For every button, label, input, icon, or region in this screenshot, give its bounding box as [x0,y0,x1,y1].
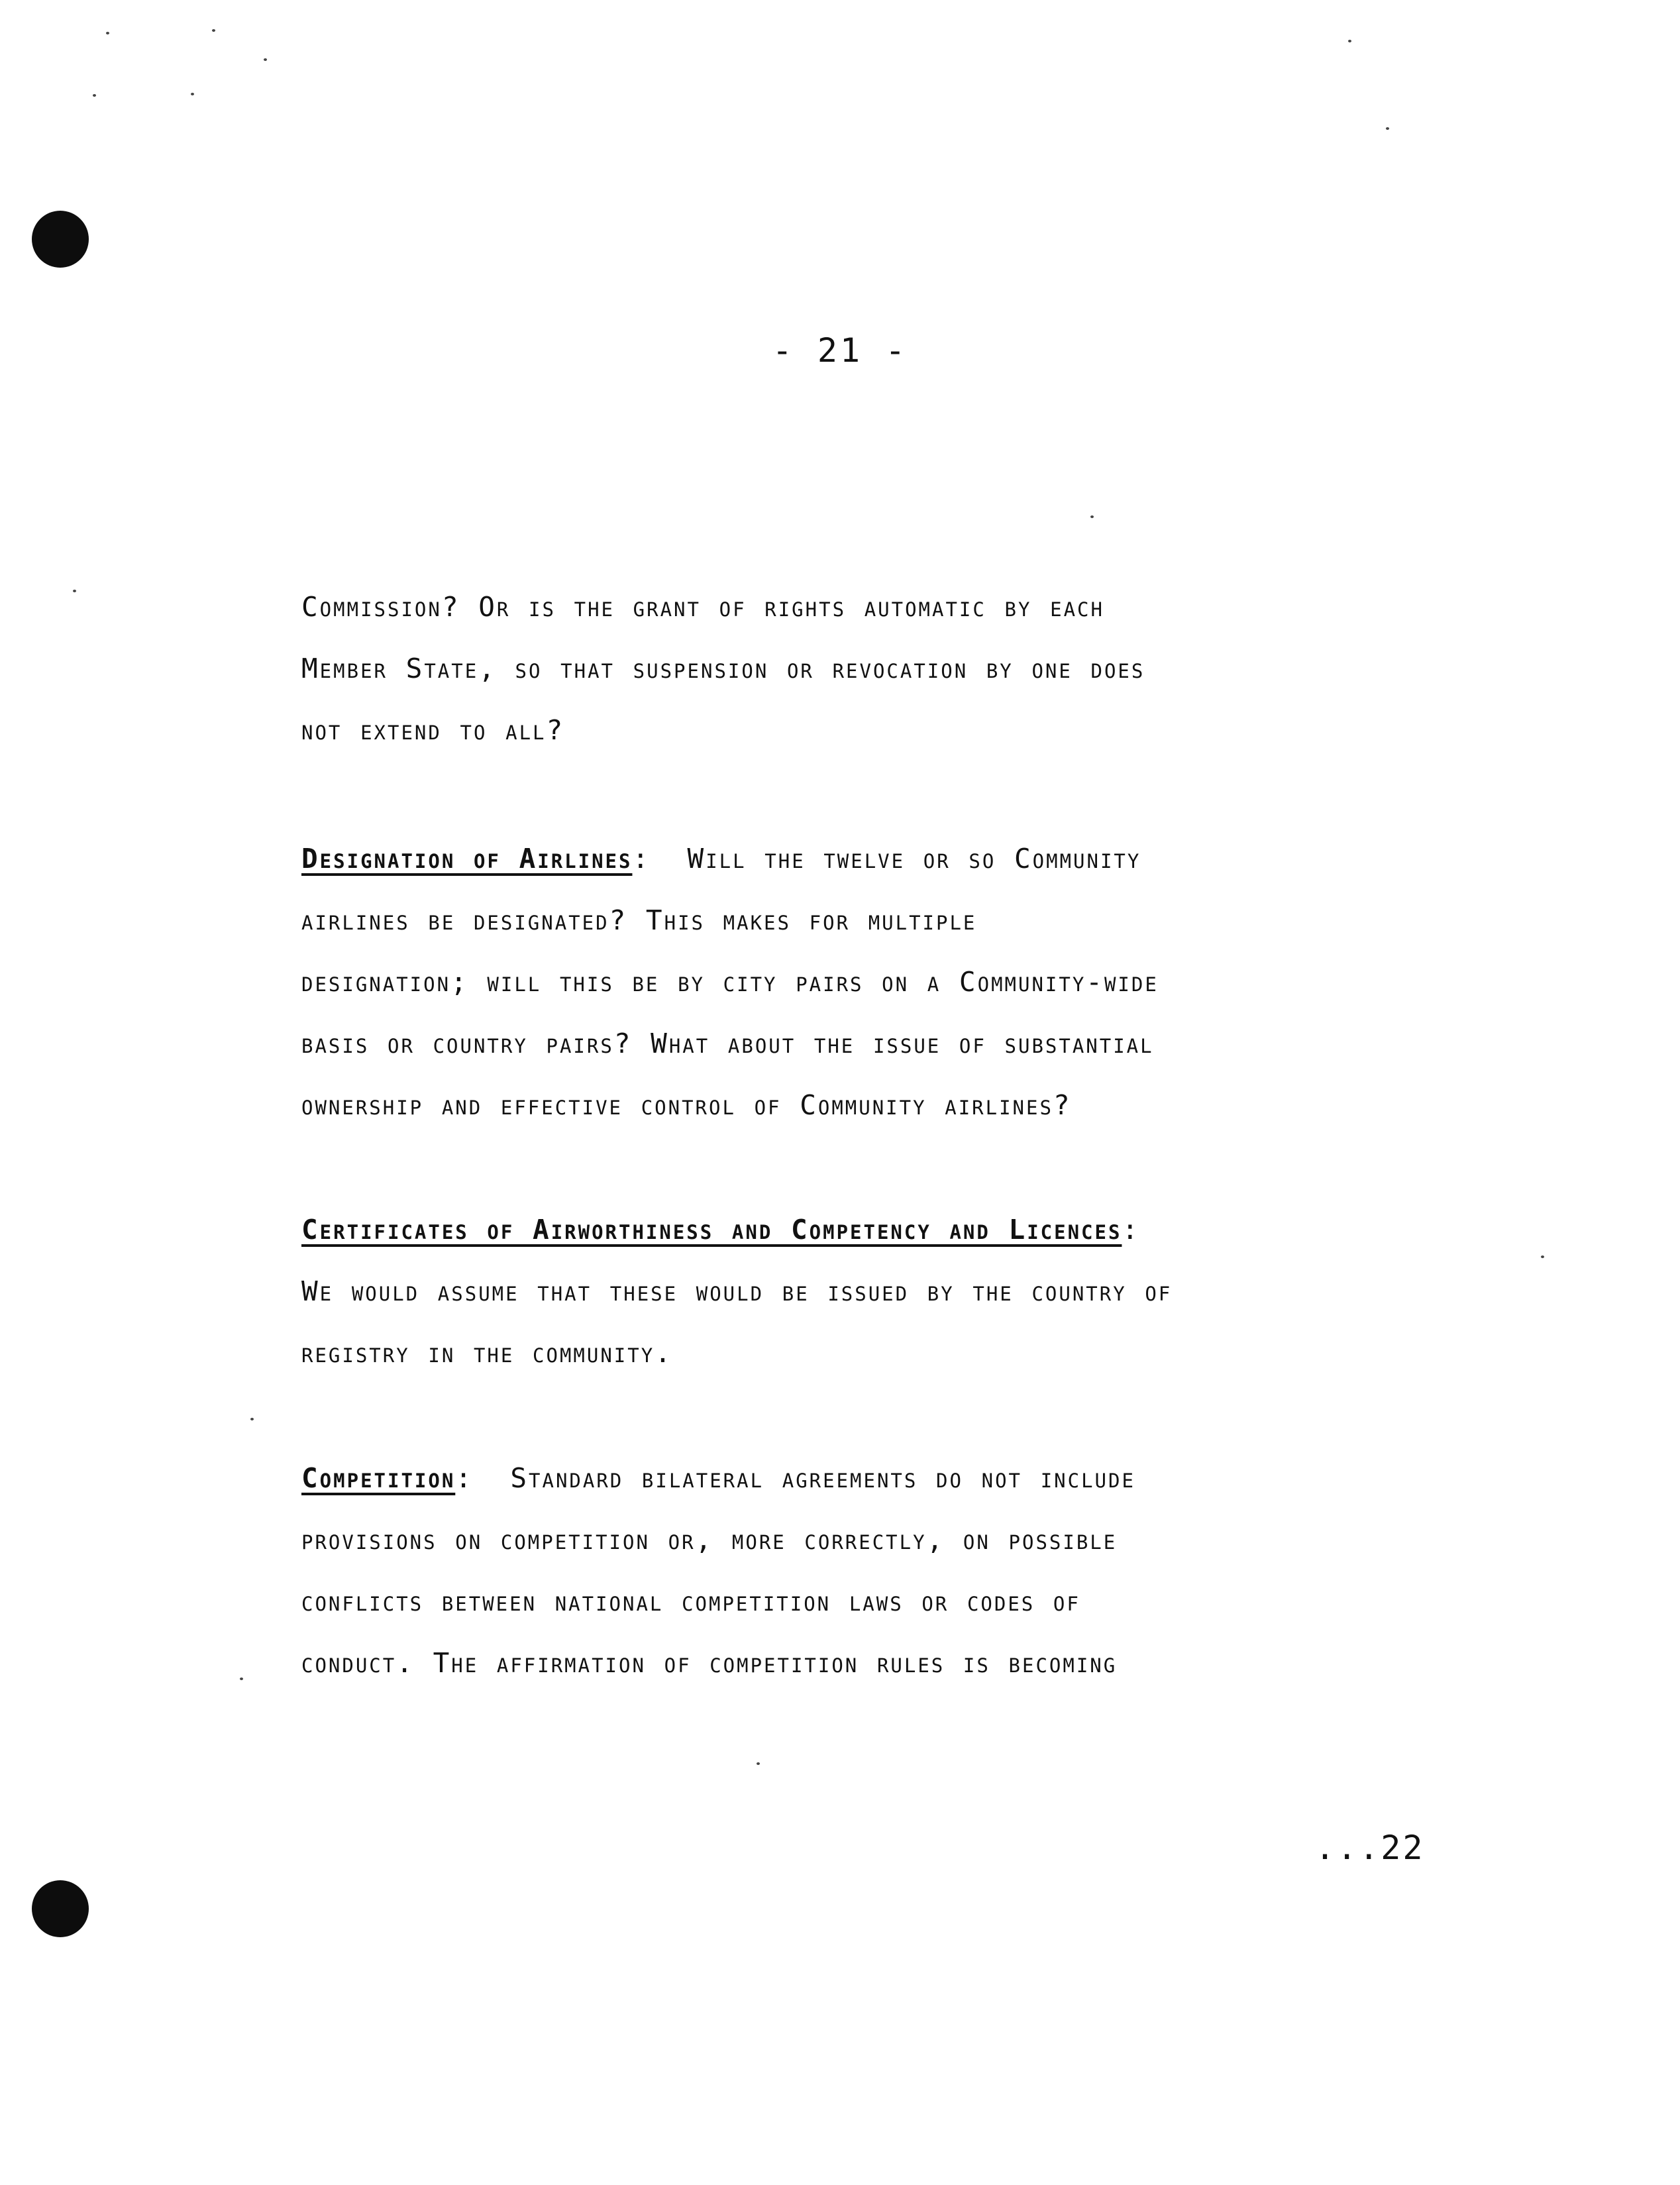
scan-speck [212,29,215,32]
scan-speck [1386,127,1389,130]
scan-speck [106,32,109,34]
text-line: not extend to all? [301,714,565,746]
scan-speck [250,1418,254,1420]
text-line: airlines be designated? This makes for multiple [301,904,977,936]
text-line: ownership and effective control of Community airlines? [301,1089,1072,1121]
scan-speck [240,1678,243,1680]
text-line: designation; will this be by city pairs on a Community-wide [301,966,1159,998]
scan-speck [264,58,267,61]
scan-speck [1541,1255,1544,1258]
paragraph-designation-of-airlines [301,828,1481,1136]
section-heading: Designation of Airlines [301,843,633,875]
paragraph-certificates [301,1199,1481,1384]
text-line: We would assume that these would be issued by the country of [301,1275,1173,1307]
scan-speck [73,590,76,592]
continuation-marker: ...22 [1315,1829,1425,1867]
scan-speck [1348,40,1351,42]
text-line: provisions on competition or, more correctly, on possible [301,1524,1118,1556]
text-line: conflicts between national competition laws or codes of [301,1585,1080,1617]
scan-speck [757,1762,760,1765]
scan-speck [191,93,194,95]
heading-separator: : [1122,1214,1141,1246]
section-heading: Competition [301,1462,456,1494]
heading-separator: : [632,843,651,875]
scan-speck [1090,515,1094,518]
text-line: conduct. The affirmation of competition rules is becoming [301,1647,1118,1679]
text-line: Member State, so that suspension or revocation by one does [301,653,1145,684]
paragraph-commission [301,576,1481,761]
text-line: registry in the community. [301,1337,673,1369]
scan-speck [93,94,96,97]
text-line: basis or country pairs? What about the issue of substantial [301,1028,1154,1059]
text-line: Standard bilateral agreements do not include [510,1462,1135,1494]
text-line: Will the twelve or so Community [687,843,1141,875]
page-number: - 21 - [772,331,908,370]
punch-hole-top [32,211,89,268]
punch-hole-bottom [32,1880,89,1937]
section-heading: Certificates of Airworthiness and Competency and Licences [301,1214,1122,1246]
heading-separator: : [455,1462,474,1494]
paragraph-competition [301,1448,1481,1694]
text-line: Commission? Or is the grant of rights automatic by each [301,591,1104,623]
